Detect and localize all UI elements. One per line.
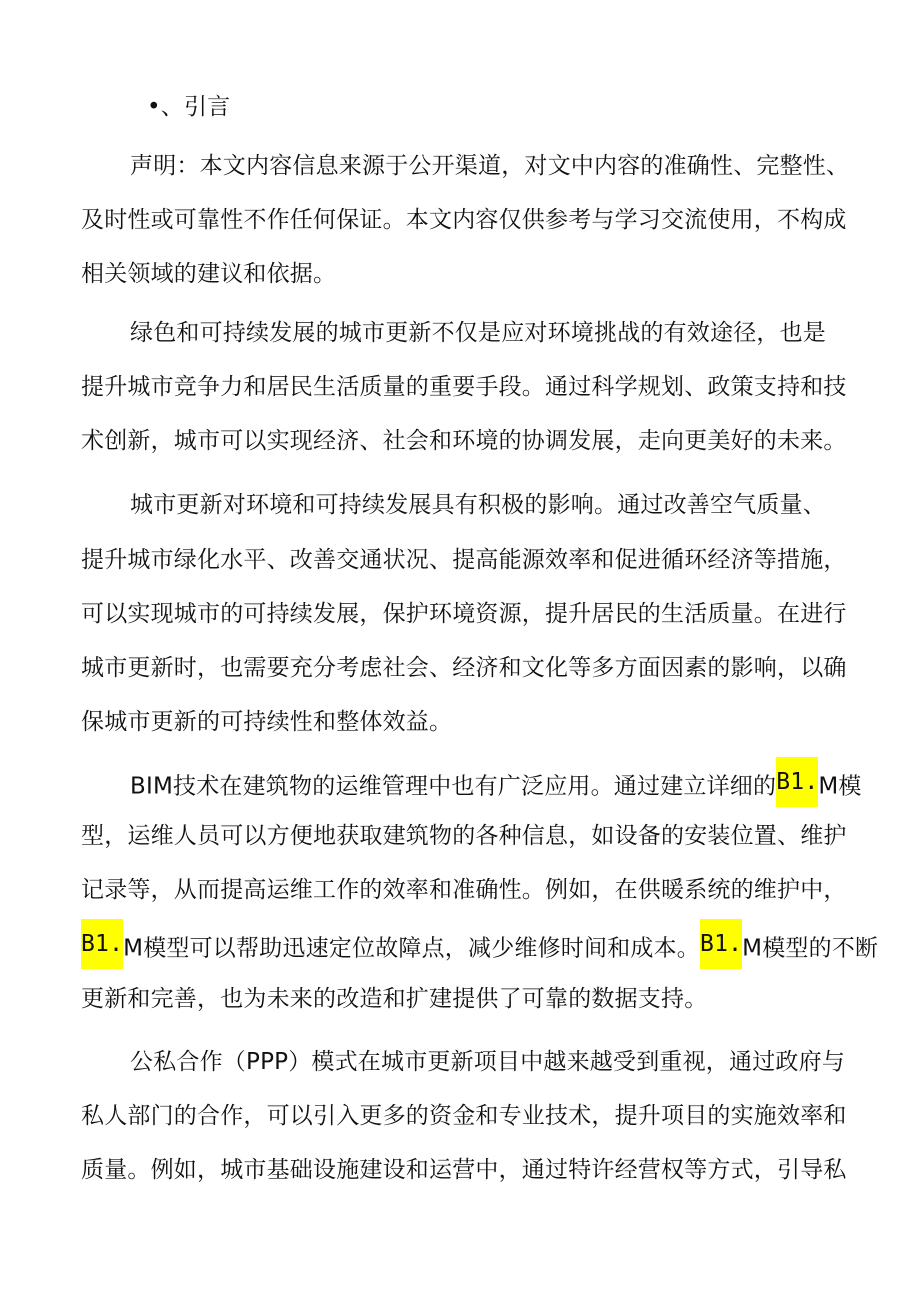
bim-para-line-2: 型，运维人员可以方便地获取建筑物的各种信息，如设备的安装位置、维护 [81,823,847,849]
bullet-mark: • [147,94,161,120]
bim-text: M模型的不断 [742,935,879,962]
green-para-line-3: 术创新，城市可以实现经济、社会和环境的协调发展，走向更美好的未来。 [81,428,847,454]
highlight-mark: B1. [776,757,818,807]
disclaimer-line-1: 声明：本文内容信息来源于公开渠道，对文中内容的准确性、完整性、 [130,153,850,179]
bim-para-line-3: 记录等，从而提高运维工作的效率和准确性。例如，在供暖系统的维护中， [81,877,847,903]
ppp-para-line-2: 私人部门的合作，可以引入更多的资金和专业技术，提升项目的实施效率和 [81,1103,847,1129]
section-heading [147,92,230,122]
bim-text: M模 [818,773,862,800]
green-para-line-1: 绿色和可持续发展的城市更新不仅是应对环境挑战的有效途径，也是 [130,320,826,346]
renewal-para-line-1: 城市更新对环境和可持续发展具有积极的影响。通过改善空气质量、 [130,492,826,518]
highlight-mark: B1. [700,919,742,969]
disclaimer-line-3: 相关领域的建议和依据。 [81,261,337,287]
ppp-para-line-3: 质量。例如，城市基础设施建设和运营中，通过特许经营权等方式，引导私 [81,1157,847,1183]
bim-para-line-1 [130,767,862,807]
renewal-para-line-2: 提升城市绿化水平、改善交通状况、提高能源效率和促进循环经济等措施， [81,547,847,573]
bim-text: BIM技术在建筑物的运维管理中也有广泛应用。通过建立详细的 [130,773,777,800]
green-para-line-2: 提升城市竞争力和居民生活质量的重要手段。通过科学规划、政策支持和技 [81,374,847,400]
disclaimer-line-2: 及时性或可靠性不作任何保证。本文内容仅供参考与学习交流使用，不构成 [81,207,847,233]
renewal-para-line-5: 保城市更新的可持续性和整体效益。 [81,709,453,735]
ppp-para-line-1: 公私合作（PPP）模式在城市更新项目中越来越受到重视，通过政府与 [130,1049,846,1075]
highlight-mark: B1. [81,919,123,969]
bim-para-line-4 [81,929,878,969]
heading-text: 、引言 [160,94,231,120]
bim-text: M模型可以帮助迅速定位故障点，减少维修时间和成本。 [123,935,701,962]
renewal-para-line-3: 可以实现城市的可持续发展，保护环境资源，提升居民的生活质量。在进行 [81,601,847,627]
bim-para-line-5: 更新和完善，也为未来的改造和扩建提供了可靠的数据支持。 [81,986,708,1012]
renewal-para-line-4: 城市更新时，也需要充分考虑社会、经济和文化等多方面因素的影响，以确 [81,655,847,681]
